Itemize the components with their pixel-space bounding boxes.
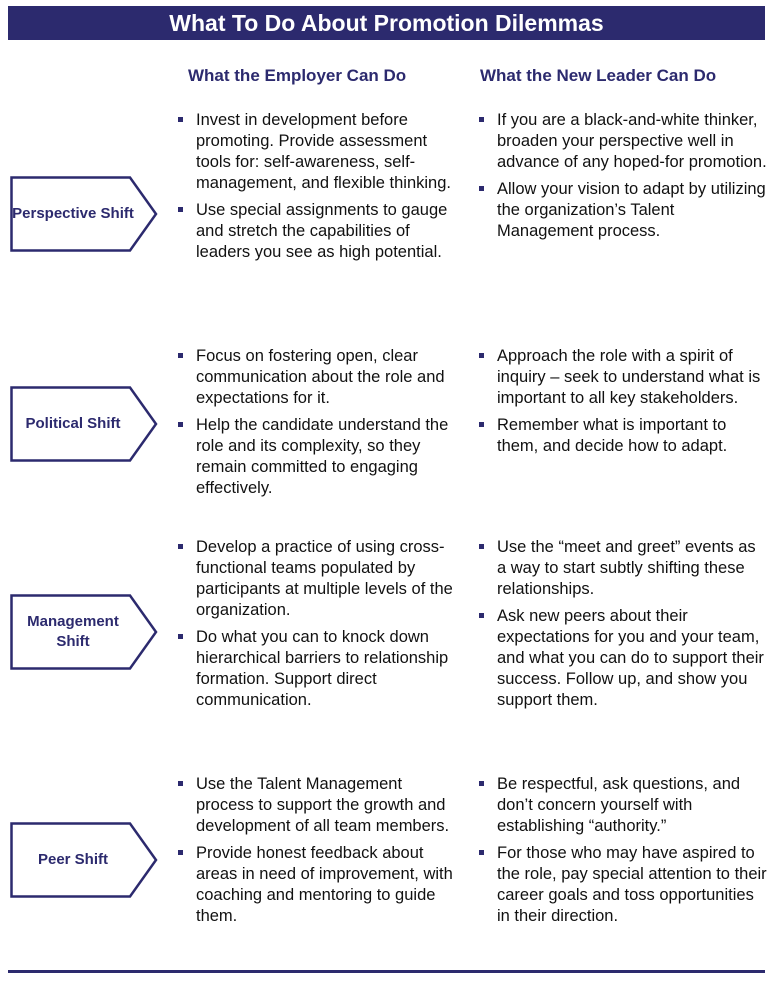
- list-item: Use the “meet and greet” events as a way to start subtly shifting these relationships.: [477, 537, 767, 600]
- shift-label: Management Shift: [27, 613, 119, 650]
- shift-label: Perspective Shift: [12, 205, 134, 222]
- list-item: Invest in development before promoting. Provide assessment tools for: self-awareness, self-management, and flexible thinking.: [176, 110, 464, 194]
- shift-label: Political Shift: [25, 415, 121, 432]
- employer-actions: [176, 110, 464, 269]
- leader-actions: [477, 774, 767, 933]
- column-header-employer: What the Employer Can Do: [188, 66, 407, 85]
- employer-actions: [176, 537, 464, 717]
- title-bar: [8, 6, 765, 40]
- list-item: Use special assignments to gauge and stretch the capabilities of leaders you see as high potential.: [176, 200, 464, 263]
- list-item: Approach the role with a spirit of inquiry – seek to understand what is important to all key stakeholders.: [477, 346, 767, 409]
- column-header-leader: What the New Leader Can Do: [480, 66, 717, 85]
- employer-actions: [176, 346, 464, 505]
- list-item: Develop a practice of using cross-functional teams populated by participants at multiple levels of the organization.: [176, 537, 464, 621]
- leader-actions: [477, 537, 767, 717]
- bottom-divider: [8, 970, 765, 973]
- list-item: For those who may have aspired to the role, pay special attention to their career goals and toss opportunities in their direction.: [477, 843, 767, 927]
- list-item: Help the candidate understand the role and its complexity, so they remain committed to engaging effectively.: [176, 415, 464, 499]
- shift-marker: [10, 176, 158, 252]
- leader-actions: [477, 346, 767, 463]
- shift-marker: [10, 594, 158, 670]
- list-item: Be respectful, ask questions, and don’t concern yourself with establishing “authority.”: [477, 774, 767, 837]
- shift-marker: [10, 386, 158, 462]
- list-item: Use the Talent Management process to support the growth and development of all team members.: [176, 774, 464, 837]
- list-item: Focus on fostering open, clear communication about the role and expectations for it.: [176, 346, 464, 409]
- employer-actions: [176, 774, 464, 933]
- page-title: What To Do About Promotion Dilemmas: [169, 10, 604, 36]
- list-item: Ask new peers about their expectations for you and your team, and what you can do to support their success. Follow up, and show you support them.: [477, 606, 767, 711]
- shift-label: Peer Shift: [37, 851, 109, 868]
- list-item: Do what you can to knock down hierarchical barriers to relationship formation. Support direct communication.: [176, 627, 464, 711]
- list-item: If you are a black-and-white thinker, broaden your perspective well in advance of any hoped-for promotion.: [477, 110, 767, 173]
- shift-marker: [10, 822, 158, 898]
- leader-actions: [477, 110, 767, 248]
- list-item: Provide honest feedback about areas in need of improvement, with coaching and mentoring to guide them.: [176, 843, 464, 927]
- list-item: Remember what is important to them, and decide how to adapt.: [477, 415, 767, 457]
- list-item: Allow your vision to adapt by utilizing the organization’s Talent Management process.: [477, 179, 767, 242]
